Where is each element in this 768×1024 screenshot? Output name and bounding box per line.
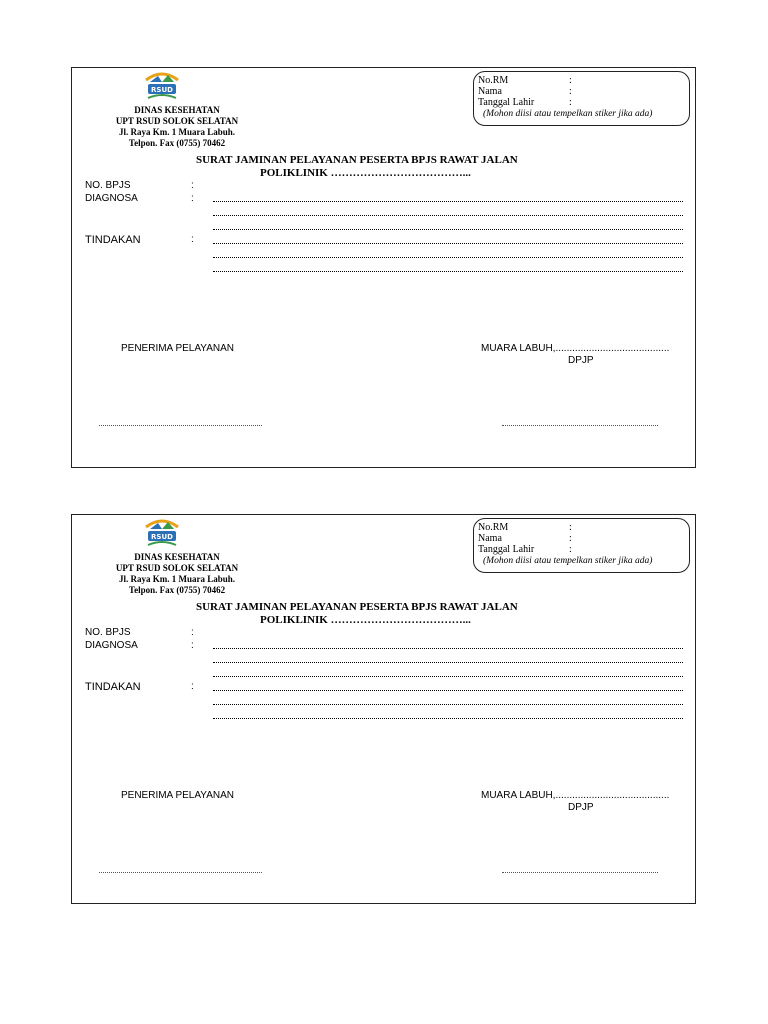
tindakan-line-3[interactable] [213,271,683,272]
name-label: Nama [478,533,502,544]
header-line-1: DINAS KESEHATAN [134,552,220,562]
form-title: SURAT JAMINAN PELAYANAN PESERTA BPJS RAWAT JALAN [196,154,518,166]
rm-label: No.RM [478,75,509,86]
institution-header [72,105,282,149]
bpjs-label: NO. BPJS [85,627,131,638]
diagnosa-colon: : [191,640,194,651]
logo-lettering: RSUD [151,86,173,94]
header-line-3: Jl. Raya Km. 1 Muara Labuh. [118,127,235,137]
diagnosa-line-1[interactable] [213,648,683,649]
tindakan-label: TINDAKAN [85,234,141,246]
header-line-4: Telpon. Fax (0755) 70462 [128,138,226,148]
dpjp-label: DPJP [568,802,594,813]
poliklinik-line: POLIKLINIK ………………………………... [260,167,471,179]
name-label: Nama [478,86,502,97]
dpjp-signature-line[interactable] [502,425,658,426]
diagnosa-line-2[interactable] [213,215,683,216]
diagnosa-line-3[interactable] [213,676,683,677]
penerima-label: PENERIMA PELAYANAN [121,790,234,801]
place-date-label: MUARA LABUH,......................................... [481,343,670,354]
bpjs-colon: : [191,180,194,191]
penerima-label: PENERIMA PELAYANAN [121,343,234,354]
dpjp-label: DPJP [568,355,594,366]
form-card-1 [71,67,696,468]
dob-colon: : [569,97,572,108]
rsud-logo-icon [142,517,182,551]
diagnosa-label: DIAGNOSA [85,640,138,651]
sticker-note: (Mohon diisi atau tempelkan stiker jika ada) [483,556,653,566]
tindakan-line-1[interactable] [213,690,683,691]
penerima-signature-line[interactable] [99,872,262,873]
tindakan-line-3[interactable] [213,718,683,719]
tindakan-label: TINDAKAN [85,681,141,693]
header-line-3: Jl. Raya Km. 1 Muara Labuh. [118,574,235,584]
dob-colon: : [569,544,572,555]
diagnosa-line-2[interactable] [213,662,683,663]
tindakan-colon: : [191,681,194,692]
tindakan-line-1[interactable] [213,243,683,244]
tindakan-colon: : [191,234,194,245]
place-date-label: MUARA LABUH,......................................... [481,790,670,801]
sticker-note: (Mohon diisi atau tempelkan stiker jika ada) [483,109,653,119]
institution-header [72,552,282,596]
header-line-4: Telpon. Fax (0755) 70462 [128,585,226,595]
logo-lettering: RSUD [151,533,173,541]
diagnosa-label: DIAGNOSA [85,193,138,204]
rsud-logo-icon [142,70,182,104]
name-colon: : [569,533,572,544]
rm-colon: : [569,75,572,86]
dob-label: Tanggal Lahir [478,97,535,108]
name-colon: : [569,86,572,97]
form-card-2 [71,514,696,904]
dpjp-signature-line[interactable] [502,872,658,873]
penerima-signature-line[interactable] [99,425,262,426]
rm-colon: : [569,522,572,533]
diagnosa-line-1[interactable] [213,201,683,202]
bpjs-colon: : [191,627,194,638]
form-title: SURAT JAMINAN PELAYANAN PESERTA BPJS RAWAT JALAN [196,601,518,613]
header-line-2: UPT RSUD SOLOK SELATAN [115,563,239,573]
dob-label: Tanggal Lahir [478,544,535,555]
patient-id-box[interactable] [473,518,690,573]
rm-label: No.RM [478,522,509,533]
header-line-2: UPT RSUD SOLOK SELATAN [115,116,239,126]
poliklinik-line: POLIKLINIK ………………………………... [260,614,471,626]
diagnosa-colon: : [191,193,194,204]
diagnosa-line-3[interactable] [213,229,683,230]
patient-id-box[interactable] [473,71,690,126]
tindakan-line-2[interactable] [213,257,683,258]
tindakan-line-2[interactable] [213,704,683,705]
bpjs-label: NO. BPJS [85,180,131,191]
header-line-1: DINAS KESEHATAN [134,105,220,115]
